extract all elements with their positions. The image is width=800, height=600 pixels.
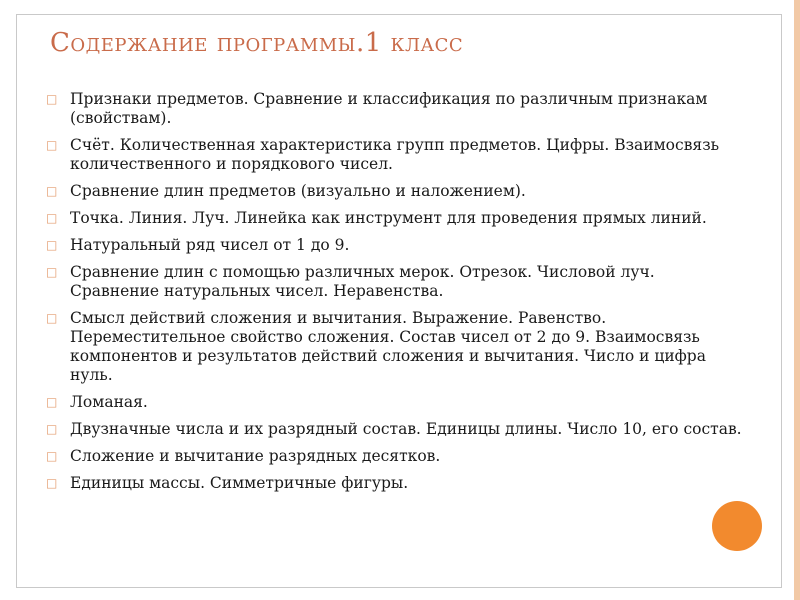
square-bullet-icon: □ — [46, 449, 58, 463]
list-item — [46, 182, 746, 201]
list-item — [46, 309, 746, 385]
list-item-text: Двузначные числа и их разрядный состав. Единицы длины. Число 10, его состав. — [70, 420, 742, 438]
list-item — [46, 136, 746, 174]
list-item — [46, 236, 746, 255]
list-item-text: Точка. Линия. Луч. Линейка как инструмент для проведения прямых линий. — [70, 209, 707, 227]
bullet-list — [46, 90, 746, 493]
list-item — [46, 420, 746, 439]
list-item — [46, 447, 746, 466]
list-item-text: Сравнение длин предметов (визуально и наложением). — [70, 182, 526, 200]
square-bullet-icon: □ — [46, 476, 58, 490]
slide-title: Содержание программы.1 класс — [50, 28, 464, 58]
list-item — [46, 474, 746, 493]
square-bullet-icon: □ — [46, 92, 58, 106]
list-item — [46, 263, 746, 301]
list-item-text: Сравнение длин с помощью различных мерок. Отрезок. Числовой луч. Сравнение натуральных чисел. Неравенства. — [70, 263, 655, 300]
list-item-text: Сложение и вычитание разрядных десятков. — [70, 447, 441, 465]
square-bullet-icon: □ — [46, 265, 58, 279]
square-bullet-icon: □ — [46, 395, 58, 409]
list-item-text: Натуральный ряд чисел от 1 до 9. — [70, 236, 350, 254]
list-item-text: Смысл действий сложения и вычитания. Выражение. Равенство. Переместительное свойство сложения. Состав чисел от 2 до 9. Взаимосвязь компонентов и результатов действий сложения и вычитания. Число и цифра нуль. — [70, 309, 706, 384]
list-item — [46, 393, 746, 412]
orange-circle-decoration — [712, 501, 762, 551]
list-item — [46, 90, 746, 128]
right-accent-bar — [794, 0, 800, 600]
square-bullet-icon: □ — [46, 311, 58, 325]
square-bullet-icon: □ — [46, 138, 58, 152]
list-item-text: Признаки предметов. Сравнение и классификация по различным признакам (свойствам). — [70, 90, 708, 127]
list-item-text: Ломаная. — [70, 393, 148, 411]
square-bullet-icon: □ — [46, 238, 58, 252]
list-item-text: Счёт. Количественная характеристика групп предметов. Цифры. Взаимосвязь количественного и порядкового чисел. — [70, 136, 720, 173]
slide-content — [46, 90, 746, 501]
list-item — [46, 209, 746, 228]
square-bullet-icon: □ — [46, 211, 58, 225]
square-bullet-icon: □ — [46, 184, 58, 198]
square-bullet-icon: □ — [46, 422, 58, 436]
list-item-text: Единицы массы. Симметричные фигуры. — [70, 474, 409, 492]
